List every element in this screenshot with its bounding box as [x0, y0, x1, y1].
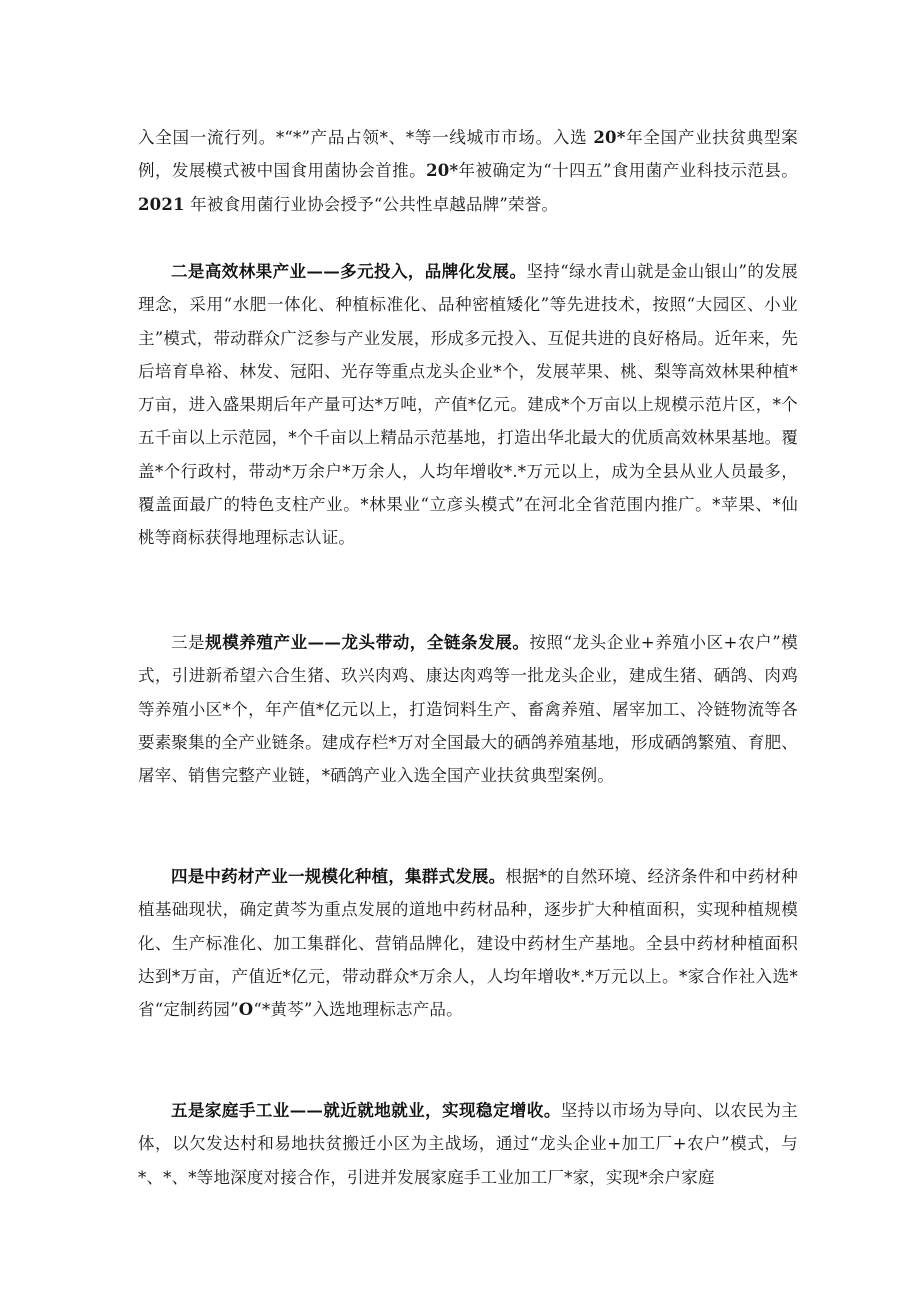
paragraph-lead-heading: 四是中药材产业一规模化种植，集群式发展。: [171, 867, 506, 886]
text-segment: 年被食用菌行业协会授予“公共性卓越品牌”荣誉。: [184, 194, 559, 214]
paragraph-body: 按照“龙头企业+养殖小区+农户”模式，引进新希望六合生猪、玖兴肉鸡、康达肉鸡等一批龙头企业，建成生猪、硒鸽、肉鸡等养殖小区*个，年产值*亿元以上，打造饲料生产、畜禽养殖、屠宰加工、冷链物流等各要素聚集的全产业链条。建成存栏*万对全国最大的硒鸽养殖基地，形成硒鸽繁殖、育肥、屠宰、销售完整产业链，*硒鸽产业入选全国产业扶贫典型案例。: [138, 633, 798, 786]
bold-year: 2021: [138, 194, 185, 214]
text-segment: 年被确定为“十四五”食用菌产业科技示范县。: [458, 161, 798, 181]
paragraph-livestock: [138, 626, 798, 792]
paragraph-tail: “*黄芩”入选地理标志产品。: [253, 1000, 463, 1020]
bold-year: 20*: [593, 128, 626, 147]
paragraph-lead-heading: 规模养殖产业——龙头带动，全链条发展。: [205, 633, 530, 652]
bold-letter: O: [238, 1000, 254, 1020]
paragraph-body: 根据*的自然环境、经济条件和中药材种植基础现状，确定黄芩为重点发展的道地中药材品种，逐步扩大种植面积，实现种植规模化、生产标准化、加工集群化、营销品牌化，建设中药材生产基地。全县中药材种植面积达到*万亩，产值近*亿元，带动群众*万余人，人均年增收*.*万元以上。*家合作社入选*省“定制药园”: [138, 867, 799, 1020]
paragraph-body: 坚持以市场为导向、以农民为主体，以欠发达村和易地扶贫搬迁小区为主战场，通过“龙头企业+加工厂+农户”模式，与*、*、*等地深度对接合作，引进并发展家庭手工业加工厂*家，实现*余户家庭: [138, 1101, 798, 1187]
paragraph-lead-heading: 五是家庭手工业——就近就地就业，实现稳定增收。: [171, 1101, 561, 1120]
paragraph-body: 坚持“绿水青山就是金山银山”的发展理念，采用“水肥一体化、种植标准化、品种密植矮化”等先进技术，按照“大园区、小业主”模式，带动群众广泛参与产业发展，形成多元投入、互促共进的良好格局。近年来，先后培育阜裕、林发、冠阳、光存等重点龙头企业*个，发展苹果、桃、梨等高效林果种植*万亩，进入盛果期后年产量可达*万吨，产值*亿元。建成*个万亩以上规模示范片区，*个五千亩以上示范园，*个千亩以上精品示范基地，打造出华北最大的优质高效林果基地。覆盖*个行政村，带动*万余户*万余人，人均年增收*.*万元以上，成为全县从业人员最多，覆盖面最广的特色支柱产业。*林果业“立彦头模式”在河北全省范围内推广。*苹果、*仙桃等商标获得地理标志认证。: [138, 262, 798, 548]
text-segment: 入全国一流行列。*“*”产品占领*、*等一线城市市场。入选: [138, 128, 594, 147]
paragraph-forestry-fruit: [138, 255, 798, 555]
paragraph-lead-heading: 二是高效林果产业——多元投入，品牌化发展。: [171, 262, 527, 281]
paragraph-household-handicraft: [138, 1094, 798, 1194]
paragraph-edible-fungi-continued: [138, 121, 798, 221]
paragraph-prefix: 三是: [171, 633, 206, 652]
text-segment: 年全国产业扶贫典型案例，发展模式被中国食用菌协会首推。: [138, 128, 798, 181]
bold-year: 20*: [426, 161, 459, 181]
paragraph-herbal-medicine: [138, 860, 798, 1026]
